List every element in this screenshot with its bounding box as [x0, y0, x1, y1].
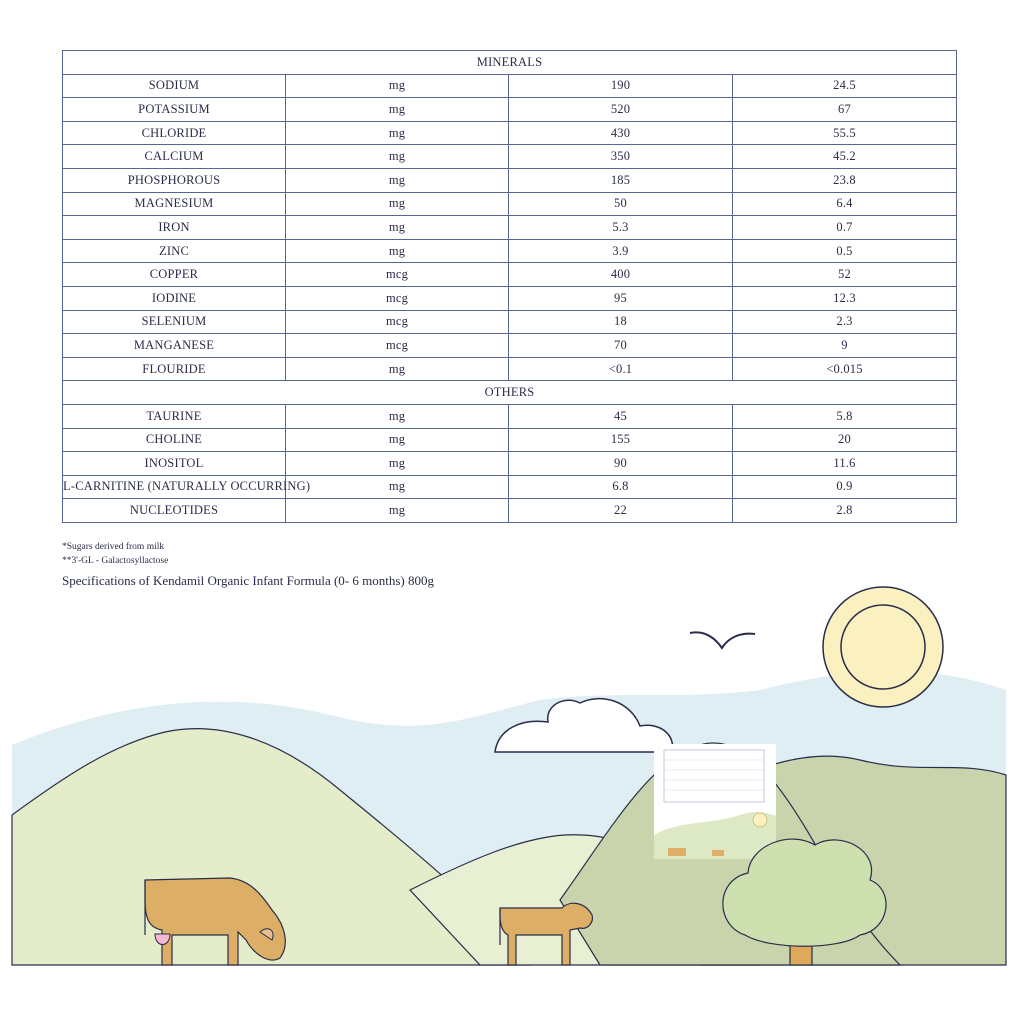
unit: mg — [286, 98, 509, 122]
nutrient-name: IODINE — [63, 286, 286, 310]
nutrient-name: TAURINE — [63, 404, 286, 428]
value-per-100g: 3.9 — [509, 239, 733, 263]
value-per-100g: 185 — [509, 168, 733, 192]
value-per-100ml: 11.6 — [733, 452, 957, 476]
section-title: OTHERS — [63, 381, 957, 405]
unit: mg — [286, 192, 509, 216]
value-per-100ml: 0.7 — [733, 216, 957, 240]
sun-icon — [823, 587, 943, 707]
value-per-100ml: 23.8 — [733, 168, 957, 192]
value-per-100ml: 12.3 — [733, 286, 957, 310]
value-per-100ml: 2.3 — [733, 310, 957, 334]
value-per-100g: 520 — [509, 98, 733, 122]
value-per-100g: 430 — [509, 121, 733, 145]
value-per-100g: 90 — [509, 452, 733, 476]
unit: mg — [286, 239, 509, 263]
value-per-100g: 350 — [509, 145, 733, 169]
unit: mg — [286, 121, 509, 145]
nutrient-name: MAGNESIUM — [63, 192, 286, 216]
value-per-100ml: 67 — [733, 98, 957, 122]
unit: mg — [286, 145, 509, 169]
value-per-100ml: 5.8 — [733, 404, 957, 428]
unit: mg — [286, 404, 509, 428]
value-per-100g: 6.8 — [509, 475, 733, 499]
nutrient-name: CHOLINE — [63, 428, 286, 452]
thumbnail-image — [654, 744, 776, 859]
nutrient-name: CALCIUM — [63, 145, 286, 169]
nutrient-name: ZINC — [63, 239, 286, 263]
value-per-100ml: <0.015 — [733, 357, 957, 381]
nutrient-name: SELENIUM — [63, 310, 286, 334]
value-per-100g: 5.3 — [509, 216, 733, 240]
value-per-100ml: 20 — [733, 428, 957, 452]
unit: mg — [286, 452, 509, 476]
value-per-100g: 45 — [509, 404, 733, 428]
unit: mg — [286, 357, 509, 381]
nutrient-name: FLOURIDE — [63, 357, 286, 381]
value-per-100g: 70 — [509, 334, 733, 358]
unit: mg — [286, 168, 509, 192]
unit: mcg — [286, 310, 509, 334]
footnote-galactosyllactose: **3'-GL - Galactosyllactose — [62, 556, 169, 566]
value-per-100ml: 0.5 — [733, 239, 957, 263]
nutrient-name: IRON — [63, 216, 286, 240]
value-per-100ml: 52 — [733, 263, 957, 287]
nutrient-name: CHLORIDE — [63, 121, 286, 145]
unit: mcg — [286, 286, 509, 310]
nutrient-name: INOSITOL — [63, 452, 286, 476]
value-per-100g: 95 — [509, 286, 733, 310]
value-per-100ml: 2.8 — [733, 499, 957, 523]
unit: mg — [286, 428, 509, 452]
specification-caption: Specifications of Kendamil Organic Infant Formula (0- 6 months) 800g — [62, 573, 434, 588]
nutrient-name: MANGANESE — [63, 334, 286, 358]
value-per-100g: 50 — [509, 192, 733, 216]
value-per-100ml: 9 — [733, 334, 957, 358]
value-per-100g: 190 — [509, 74, 733, 98]
unit: mcg — [286, 334, 509, 358]
nutrient-name: POTASSIUM — [63, 98, 286, 122]
value-per-100ml: 45.2 — [733, 145, 957, 169]
value-per-100g: 18 — [509, 310, 733, 334]
footnote-sugars: *Sugars derived from milk — [62, 542, 165, 552]
nutrient-name: COPPER — [63, 263, 286, 287]
unit: mg — [286, 475, 509, 499]
value-per-100g: <0.1 — [509, 357, 733, 381]
unit: mg — [286, 216, 509, 240]
nutrient-name: L-CARNITINE (NATURALLY OCCURRING) — [63, 475, 286, 499]
nutrient-name: PHOSPHOROUS — [63, 168, 286, 192]
bird-icon — [690, 632, 755, 648]
unit: mcg — [286, 263, 509, 287]
value-per-100ml: 0.9 — [733, 475, 957, 499]
nutrient-name: NUCLEOTIDES — [63, 499, 286, 523]
value-per-100ml: 55.5 — [733, 121, 957, 145]
value-per-100g: 400 — [509, 263, 733, 287]
unit: mg — [286, 74, 509, 98]
value-per-100ml: 24.5 — [733, 74, 957, 98]
section-title: MINERALS — [63, 51, 957, 75]
value-per-100ml: 6.4 — [733, 192, 957, 216]
value-per-100g: 22 — [509, 499, 733, 523]
unit: mg — [286, 499, 509, 523]
nutrient-name: SODIUM — [63, 74, 286, 98]
value-per-100g: 155 — [509, 428, 733, 452]
